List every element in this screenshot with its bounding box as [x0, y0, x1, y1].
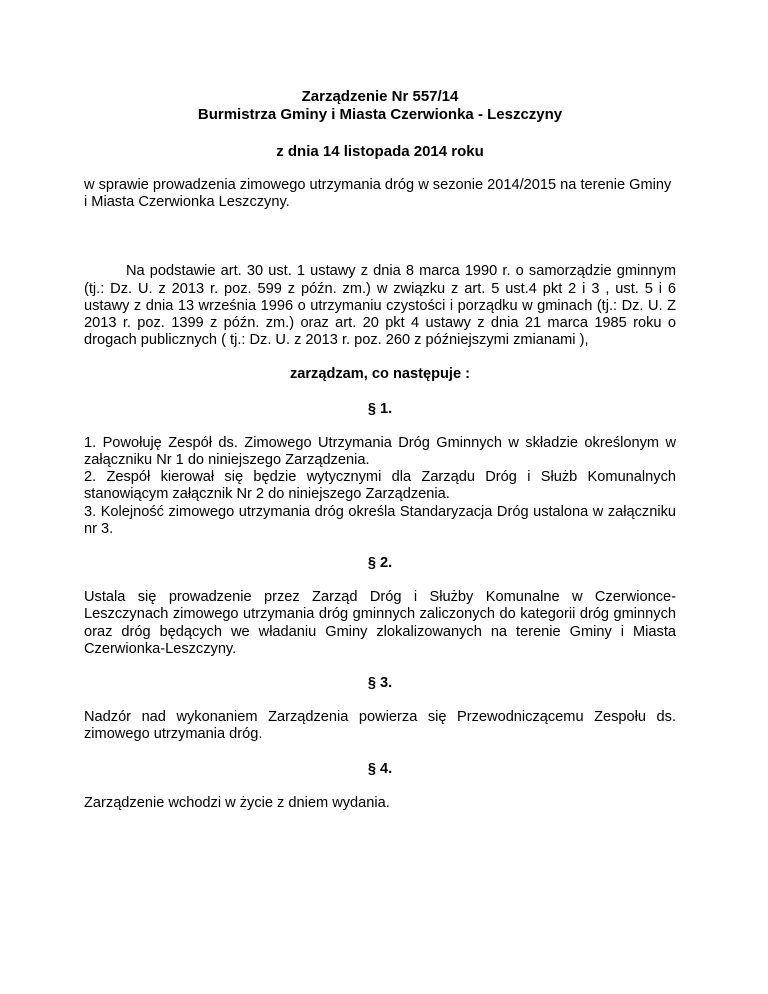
legal-basis: Na podstawie art. 30 ust. 1 ustawy z dnia 8 marca 1990 r. o samorządzie gminnym (tj.: Dz. U. z 2013 r. poz. 599 z późn. zm.) w związku z art. 5 ust.4 pkt 2 i 3 , ust. 5 i 6 ustawy z dnia 13 września 1996 o utrzymaniu czystości i porządku w gminach (tj.: Dz. U. Z 2013 r. poz. 1399 z późn. zm.) oraz art. 20 pkt 4 ustawy z dnia 21 marca 1985 roku o drogach publicznych ( tj.: Dz. U. z 2013 r. poz. 260 z późniejszymi zmianami ),: [84, 263, 676, 349]
document-title: Zarządzenie Nr 557/14: [301, 88, 459, 105]
section-1-item-1: 1. Powołuję Zespół ds. Zimowego Utrzymania Dróg Gminnych w składzie określonym w załączniku Nr 1 do niniejszego Zarządzenia.: [84, 434, 676, 469]
section-2-heading: § 2.: [367, 555, 393, 572]
section-4-heading: § 4.: [367, 760, 393, 777]
document-content: [84, 88, 676, 812]
section-3-heading: § 3.: [367, 675, 393, 692]
section-3-item-1: Nadzór nad wykonaniem Zarządzenia powierza się Przewodniczącemu Zespołu ds. zimowego utrzymania dróg.: [84, 709, 676, 743]
section-1-heading: § 1.: [367, 400, 393, 417]
section-1-item-3: 3. Kolejność zimowego utrzymania dróg określa Standaryzacja Dróg ustalona w załączniku nr 3.: [84, 503, 676, 537]
document-date: z dnia 14 listopada 2014 roku: [276, 143, 484, 160]
section-1-item-2: 2. Zespół kierował się będzie wytycznymi dla Zarządu Dróg i Służb Komunalnych stanowiącym załącznik Nr 2 do niniejszego Zarządzenia.: [84, 469, 676, 503]
section-1-body: [84, 435, 676, 538]
document-subject: w sprawie prowadzenia zimowego utrzymania dróg w sezonie 2014/2015 na terenie Gminy i Miasta Czerwionka Leszczyny.: [84, 177, 672, 211]
section-2-item-1: Ustala się prowadzenie przez Zarząd Dróg i Służby Komunalne w Czerwionce-Leszczynach zimowego utrzymania dróg gminnych zaliczonych do kategorii dróg gminnych oraz dróg będących we władaniu Gminy zlokalizowanych na terenie Gminy i Miasta Czerwionka-Leszczyny.: [84, 589, 676, 657]
section-2-body: [84, 589, 676, 658]
section-4-item-1: Zarządzenie wchodzi w życie z dniem wydania.: [84, 794, 390, 811]
order-phrase: zarządzam, co następuje :: [289, 366, 471, 383]
document-issuer: Burmistrza Gminy i Miasta Czerwionka - Leszczyny: [197, 106, 563, 123]
document-header: [84, 88, 676, 161]
section-3-body: [84, 709, 676, 743]
section-4-body: [84, 795, 676, 812]
